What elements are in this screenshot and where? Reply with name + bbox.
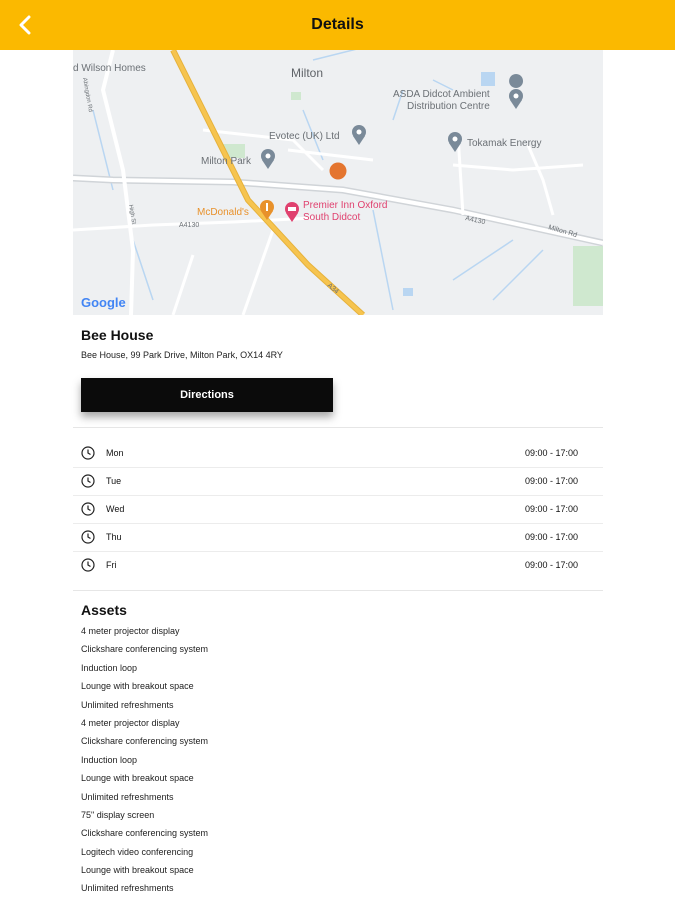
page-title: Details <box>311 16 364 33</box>
hours-time: 09:00 - 17:00 <box>524 532 578 542</box>
assets-list <box>81 625 581 901</box>
map-label-asda-2: Distribution Centre <box>407 101 490 112</box>
divider <box>73 590 603 591</box>
map-label-wilson-homes: d Wilson Homes <box>73 63 146 74</box>
map-view[interactable] <box>73 50 603 315</box>
asset-item: Clickshare conferencing system <box>81 828 209 839</box>
hours-row <box>73 551 603 579</box>
map-label-a34: A34 <box>325 282 340 296</box>
map-label-evotec: Evotec (UK) Ltd <box>269 131 340 142</box>
back-button[interactable] <box>8 8 42 42</box>
hours-row <box>73 467 603 495</box>
place-address: Bee House, 99 Park Drive, Milton Park, OX14 4RY <box>81 350 283 360</box>
hours-day: Mon <box>106 448 124 458</box>
map-label-a4130-left: A4130 <box>179 222 200 229</box>
map-label-mcdonalds: McDonald's <box>197 207 249 218</box>
map-label-tokamak: Tokamak Energy <box>467 138 542 149</box>
divider <box>73 427 603 428</box>
asset-item: Induction loop <box>81 662 138 673</box>
map-label-road-left: Abingdon Rd <box>81 77 93 113</box>
hours-day: Wed <box>106 504 125 514</box>
google-logo: Google <box>81 295 126 310</box>
opening-hours <box>73 440 603 579</box>
hours-row <box>73 523 603 551</box>
asset-item: Lounge with breakout space <box>81 865 194 876</box>
hours-time: 09:00 - 17:00 <box>524 504 578 514</box>
place-name: Bee House <box>81 327 154 343</box>
clock-icon <box>81 558 95 572</box>
asset-item: Lounge with breakout space <box>81 681 194 692</box>
map-label-milton-park: Milton Park <box>201 156 252 167</box>
asset-item: 4 meter projector display <box>81 626 180 636</box>
asset-item: Logitech video conferencing <box>81 846 194 857</box>
map-label-milton-rd: Milton Rd <box>547 224 578 240</box>
map-label-asda-1: ASDA Didcot Ambient <box>393 89 490 100</box>
asset-item: Unlimited refreshments <box>81 791 174 802</box>
clock-icon <box>81 530 95 544</box>
hours-day: Fri <box>106 560 117 570</box>
clock-icon <box>81 474 95 488</box>
asset-item: Clickshare conferencing system <box>81 644 209 655</box>
location-marker-icon[interactable] <box>330 163 347 180</box>
app-header <box>0 0 675 50</box>
directions-button[interactable]: Directions <box>81 378 333 412</box>
hours-day: Thu <box>106 532 122 542</box>
asset-item: Unlimited refreshments <box>81 699 174 710</box>
hours-time: 09:00 - 17:00 <box>524 560 578 570</box>
chevron-left-icon <box>17 15 33 35</box>
map-label-premier-2: South Didcot <box>303 212 361 223</box>
hours-time: 09:00 - 17:00 <box>524 476 578 486</box>
asset-item: Induction loop <box>81 754 138 765</box>
map-label-premier-1: Premier Inn Oxford <box>303 200 388 211</box>
hours-time: 09:00 - 17:00 <box>524 448 578 458</box>
asset-item: 4 meter projector display <box>81 717 180 728</box>
asset-item: Clickshare conferencing system <box>81 736 209 747</box>
assets-title: Assets <box>81 602 127 618</box>
asset-item: Unlimited refreshments <box>81 883 174 894</box>
clock-icon <box>81 502 95 516</box>
asset-item: 75" display screen <box>81 809 155 820</box>
map-label-high-st: High St <box>127 204 137 225</box>
map-label-a4130-right: A4130 <box>464 215 486 227</box>
asset-item: Lounge with breakout space <box>81 773 194 784</box>
clock-icon <box>81 446 95 460</box>
hours-row <box>73 440 603 467</box>
hours-row <box>73 495 603 523</box>
hours-day: Tue <box>106 476 122 486</box>
map-label-milton: Milton <box>291 66 324 80</box>
